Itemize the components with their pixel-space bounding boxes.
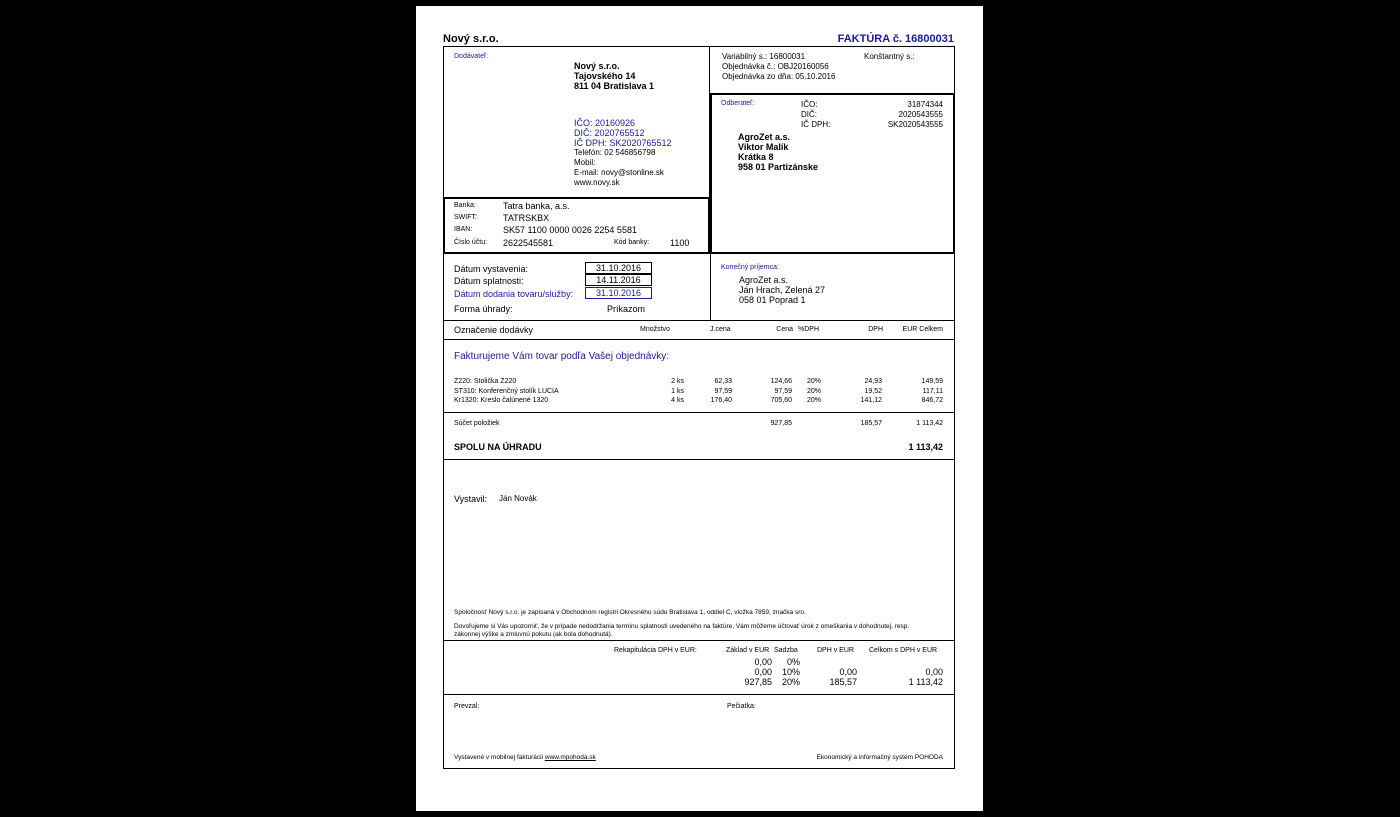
supplier-name: Nový s.r.o. [574, 61, 620, 71]
warning-note [454, 623, 909, 638]
supplier-dic: DIČ: 2020765512 [574, 128, 645, 138]
vat-recap-top-line [443, 640, 955, 641]
total-value: 1 113,42 [908, 442, 943, 452]
customer-dic-label: DIČ: [801, 110, 817, 119]
system-name: Ekonomický a informačný systém POHODA [816, 754, 943, 761]
sum-total: 1 113,42 [916, 420, 943, 427]
vat-recap-total: 0,00 [925, 667, 943, 677]
customer-person: Viktor Malík [738, 142, 789, 152]
item-vat-rate: 20% [807, 378, 822, 385]
constant-symbol: Konštantný s.: [864, 52, 915, 61]
item-desc: Kr1320: Kreslo čalúnené 1320 [454, 397, 549, 404]
vat-recap-vats [816, 657, 857, 687]
payment-method: Príkazom [607, 304, 646, 314]
vat-recap-vat-label: DPH v EUR [817, 647, 854, 654]
item-prices [754, 377, 792, 406]
item-totals [904, 377, 943, 406]
account-value: 2622545581 [503, 238, 554, 248]
supplier-ico: IČO: 20160926 [574, 118, 636, 128]
vat-recap-rate: 10% [781, 667, 800, 677]
customer-ico-label: IČO: [801, 100, 818, 109]
item-price: 124,66 [770, 378, 792, 385]
item-descriptions [454, 377, 559, 406]
col-vat: DPH [868, 326, 883, 333]
customer-icdph: SK2020543555 [887, 120, 943, 129]
item-qty: 4 ks [671, 397, 684, 404]
vat-recap-totals [886, 657, 943, 687]
total-label: SPOLU NA ÚHRADU [454, 442, 542, 452]
issued-in [454, 754, 596, 761]
col-total: EUR Celkem [902, 326, 943, 333]
invoice-title: FAKTÚRA č. 16800031 [837, 33, 954, 45]
supplier-label: Dodávateľ: [454, 53, 488, 60]
customer-name: AgroZet a.s. [738, 132, 791, 142]
sum-price: 927,85 [770, 420, 792, 427]
item-vat-rate: 20% [807, 387, 822, 395]
vat-recap-rate: 20% [781, 677, 800, 687]
bank-name: Tatra banka, a.s. [503, 201, 570, 211]
supplier-phone: Telefón: 02 546856798 [574, 148, 656, 157]
vat-recap-base: 0,00 [754, 657, 772, 667]
supplier-icdph: IČ DPH: SK2020765512 [574, 138, 672, 148]
item-vat: 19,52 [864, 387, 882, 395]
intro-text: Fakturujeme Vám tovar podľa Vašej objednávky: [454, 351, 670, 362]
item-total: 846,72 [921, 397, 943, 404]
col-price: Cena [776, 326, 793, 333]
company-name: Nový s.r.o. [443, 33, 499, 45]
supplier-mobile: Mobil: [574, 158, 596, 167]
due-date: 14.11.2016 [585, 274, 652, 286]
vat-recap-total-label: Celkom s DPH v EUR [869, 647, 938, 654]
total-bottom-line [443, 459, 955, 460]
vat-recap-vat [816, 657, 857, 667]
final-recipient-city: 058 01 Poprad 1 [739, 295, 806, 305]
warning-line-1: Dovoľujeme si Vás upozorniť, že v prípade nedodržania termínu splatnosti uvedeného na faktúre, Vám môžeme účtovať úrok z omeškania v dohodnutej, resp. [454, 623, 910, 630]
issuer-label: Vystavil: [454, 494, 488, 504]
supplier-street: Tajovského 14 [574, 71, 636, 81]
payment-label: Forma úhrady: [454, 304, 513, 314]
delivery-date: 31.10.2016 [585, 287, 652, 299]
footer-top-line [443, 694, 955, 695]
bank-code-label: Kód banky: [614, 239, 650, 246]
supplier-address [574, 61, 654, 91]
delivery-date-label: Dátum dodania tovaru/služby: [454, 289, 574, 299]
issue-date-label: Dátum vystavenia: [454, 264, 529, 274]
item-vat-rate: 20% [807, 397, 822, 404]
item-qty: 2 ks [671, 378, 684, 385]
items-header-top-line [443, 320, 955, 321]
issue-date: 31.10.2016 [585, 262, 652, 274]
warning-line-2: zákonnej výške a zmluvnú pokutu (ak bola dohodnutá). [454, 630, 613, 638]
order-number: Objednávka č.: OBJ20160056 [722, 62, 829, 71]
vat-recap-vat: 185,57 [829, 677, 857, 687]
vat-recap-vat: 0,00 [839, 667, 857, 677]
customer-city: 958 01 Partizánske [738, 162, 819, 172]
customer-icdph-label: IČ DPH: [801, 120, 831, 129]
bank-label: Banka: [454, 202, 476, 209]
stamp-label: Pečiatka: [727, 703, 756, 710]
vat-recap-rate-label: Sadzba [774, 647, 798, 654]
vat-recap-total: 1 113,42 [908, 677, 943, 687]
item-price: 705,60 [770, 397, 792, 404]
item-unit-prices [704, 377, 732, 406]
customer-ico: 31874344 [907, 100, 943, 109]
vat-recap-label: Rekapitulácia DPH v EUR: [614, 647, 697, 654]
customer-id-values [888, 100, 943, 130]
item-price: 97,59 [774, 387, 792, 395]
final-recipient-name: AgroZet a.s. [739, 275, 789, 285]
vat-recap-rates [780, 657, 800, 687]
invoice-page [416, 6, 983, 811]
bank-code-value: 1100 [670, 238, 690, 248]
mpohoda-link[interactable]: www.mpohoda.sk [544, 754, 596, 761]
iban-label: IBAN: [454, 226, 473, 233]
item-vat: 24,93 [864, 378, 882, 385]
vat-recap-base-label: Základ v EUR [726, 647, 770, 654]
swift-value: TATRSKBX [503, 213, 550, 223]
item-desc: ST310: Konferenčný stolík LUCIA [454, 387, 559, 395]
item-total: 149,59 [921, 378, 943, 385]
supplier-email: E-mail: novy@stonline.sk [574, 168, 664, 177]
item-vat-rates [807, 377, 821, 406]
customer-dic: 2020543555 [898, 110, 943, 119]
variable-symbol: Variabilný s.: 16800031 [722, 52, 806, 61]
supplier-contacts [574, 118, 672, 188]
item-qty: 1 ks [671, 387, 684, 395]
account-label: Číslo účtu: [454, 239, 488, 246]
vat-recap-base: 927,85 [744, 677, 772, 687]
item-total: 117,11 [922, 387, 943, 395]
items-header-bottom-line [443, 339, 955, 340]
vat-recap-rate: 0% [786, 657, 800, 667]
iban-value: SK57 1100 0000 0026 2254 5581 [503, 225, 637, 235]
item-unit-price: 176,40 [710, 397, 732, 404]
final-recipient-address [739, 275, 825, 305]
order-date: Objednávka zo dňa: 05.10.2016 [722, 72, 836, 81]
final-recipient-street: Ján Hrach, Zelená 27 [739, 285, 826, 295]
final-recipient-label: Konečný príjemca: [721, 264, 779, 271]
vat-recap-total [886, 657, 943, 667]
col-vat-rate: %DPH [798, 326, 820, 333]
registry-note: Spoločnosť Nový s.r.o. je zapísaná v Obchodnom registri Okresného súdu Bratislava 1, oddiel C, vložka 7859, značka sro. [454, 609, 806, 616]
sum-label: Súčet položiek [454, 420, 500, 427]
supplier-city: 811 04 Bratislava 1 [574, 81, 655, 91]
received-label: Prevzal: [454, 703, 480, 710]
item-unit-price: 97,59 [714, 387, 732, 395]
issuer-name: Ján Novák [499, 494, 537, 503]
item-vat: 141,12 [860, 397, 882, 404]
swift-label: SWIFT: [454, 214, 477, 221]
customer-address [738, 132, 818, 172]
item-desc: Z220: Stolička Z220 [454, 378, 517, 385]
issued-in-prefix: Vystavené v mobilnej fakturácii [454, 754, 545, 761]
dates-divider [710, 254, 711, 320]
vat-recap-bases [736, 657, 772, 687]
col-qty: Množstvo [640, 326, 670, 333]
item-vats [844, 377, 882, 406]
col-unit-price: J.cena [710, 326, 731, 333]
sum-top-line [443, 412, 955, 413]
customer-label: Odberateľ: [721, 100, 755, 107]
item-unit-price: 62,33 [714, 378, 732, 385]
supplier-web: www.novy.sk [574, 178, 620, 187]
sum-vat: 185,57 [860, 420, 882, 427]
references [722, 52, 835, 82]
item-qtys [654, 377, 684, 406]
vat-recap-base: 0,00 [754, 667, 772, 677]
due-date-label: Dátum splatnosti: [454, 276, 524, 286]
col-description: Označenie dodávky [454, 325, 534, 335]
customer-id-labels [801, 100, 830, 130]
customer-street: Krátka 8 [738, 152, 774, 162]
